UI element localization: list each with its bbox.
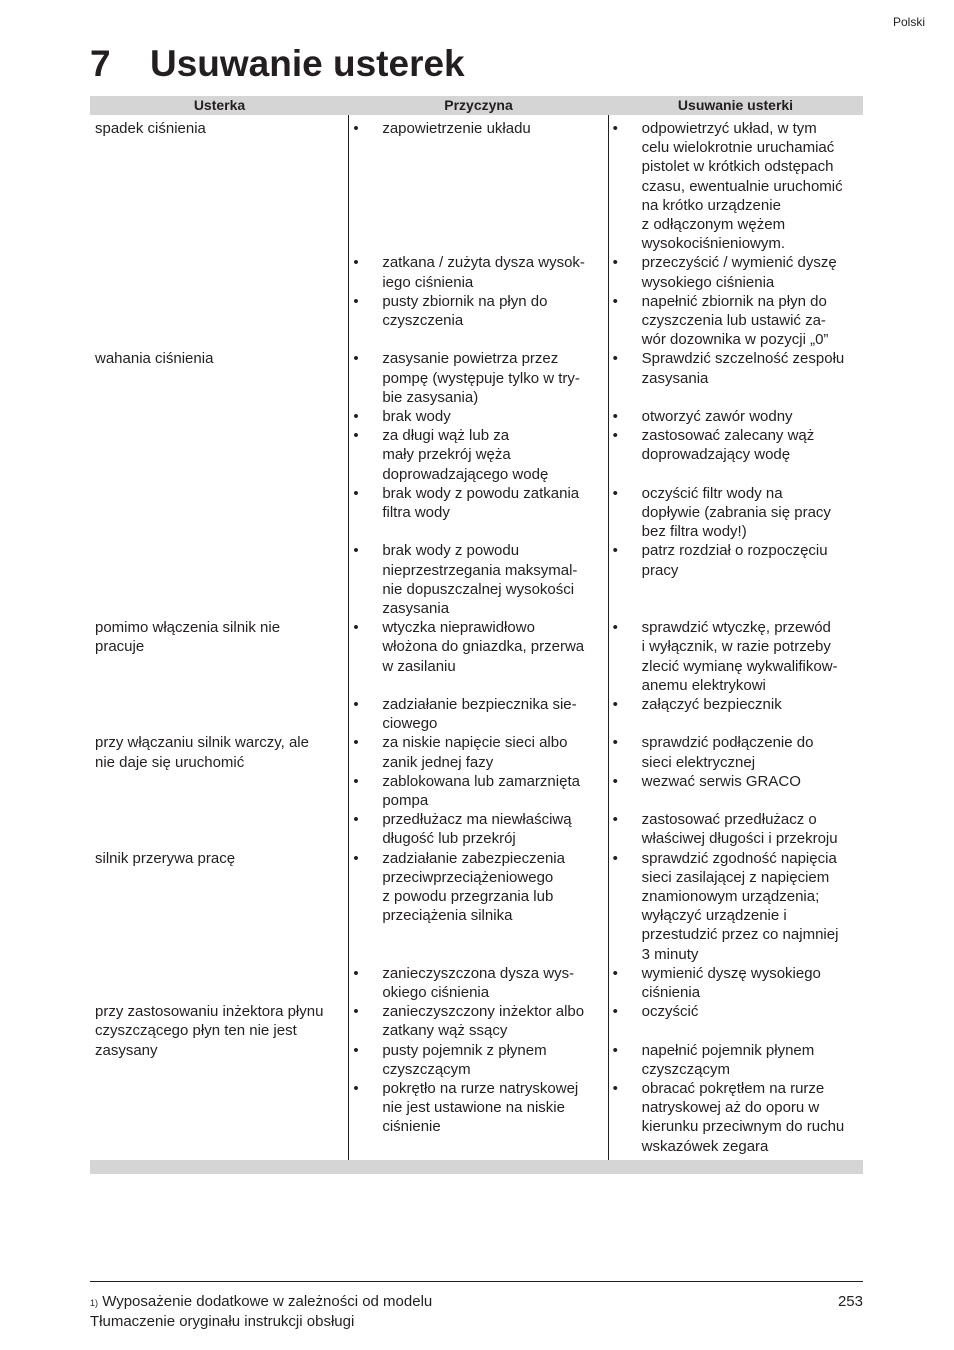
remedy-item: • przeczyścić / wymienić dyszę wysokiego ciśnienia [609,253,863,291]
fault-text: spadek ciśnienia [95,120,206,137]
remedy-item: • zastosować przedłużacz o właściwej długości i przekroju [609,810,863,848]
header-fault: Usterka [193,97,246,113]
cause-item: • pokrętło na rurze natryskowej nie jest ustawione na niskie ciśnienie [349,1079,607,1137]
footnote [90,1292,432,1312]
footer-notes [90,1292,432,1332]
cause-item: • zanieczyszczony inżektor albo zatkany wąż ssący [349,1002,607,1040]
footer-divider [90,1281,863,1282]
table-body [90,115,863,1160]
troubleshooting-table [90,96,863,1174]
cause-item: • zablokowana lub zamarznięta pompa [349,772,607,810]
section-number: 7 [90,43,111,84]
remedy-item: • zastosować zalecany wąż doprowadzający wodę [609,426,863,464]
footnote-mark: 1) [90,1298,99,1308]
fault-text: silnik przerywa pracę [95,849,236,867]
remedy-item: • obracać pokrętłem na rurze natryskowej aż do oporu w kierunku przeciwnym do ruchu wskazówek zegara [609,1079,863,1156]
fault-text: wahania ciśnienia [95,350,214,368]
table-header [90,96,863,115]
cause-item: • zanieczyszczona dysza wys- okiego ciśnienia [349,964,607,1002]
cause-item: • brak wody z powodu zatkania filtra wody [349,484,607,522]
cause-column [348,115,607,1160]
fault-text: pomimo włączenia silnik nie pracuje [95,619,281,656]
fault-column [90,115,348,1160]
cause-item: • wtyczka nieprawidłowo włożona do gniazdka, przerwa w zasilaniu [349,618,607,676]
remedy-item: • napełnić pojemnik płynem czyszczącym [609,1041,863,1079]
remedy-item: • sprawdzić zgodność napięcia sieci zasilającej z napięciem znamionowym urządzenia; wyłączyć urządzenie i przestudzić przez co najmniej 3 minuty [609,849,863,964]
language-label: Polski [892,15,925,29]
cause-item: • brak wody z powodu nieprzestrzegania maksymal- nie dopuszczalnej wysokości zasysania [349,541,607,618]
cause-item: • za niskie napięcie sieci albo zanik jednej fazy [349,733,607,771]
remedy-item: • załączyć bezpiecznik [609,695,863,714]
section-title: Usuwanie usterek [150,43,465,84]
cause-item: • zadziałanie bezpiecznika sie- ciowego [349,695,607,733]
header-cause: Przyczyna [444,97,513,113]
remedy-item: • otworzyć zawór wodny [609,407,863,426]
translation-note: Tłumaczenie oryginału instrukcji obsługi [90,1313,355,1330]
remedy-item: • oczyścić filtr wody na dopływie (zabrania się pracy bez filtra wody!) [609,484,863,542]
remedy-item: • napełnić zbiornik na płyn do czyszczenia lub ustawić za- wór dozownika w pozycji „0” [609,292,863,350]
remedy-column [608,115,863,1160]
cause-item: • przedłużacz ma niewłaściwą długość lub przekrój [349,810,607,848]
remedy-item: • odpowietrzyć układ, w tym celu wielokrotnie uruchamiać pistolet w krótkich odstępach czasu, ewentualnie uruchomić na krótko urządzenie z odłączonym wężem wysokociśnieniowym. [609,119,863,253]
fault-text: przy włączaniu silnik warczy, ale nie daje się uruchomić [95,734,309,771]
remedy-item: • Sprawdzić szczelność zespołu zasysania [609,349,863,387]
remedy-item: • wymienić dyszę wysokiego ciśnienia [609,964,863,1002]
cause-item: • zadziałanie zabezpieczenia przeciwprzeciążeniowego z powodu przegrzania lub przeciążenia silnika [349,849,607,926]
footnote-text: Wyposażenie dodatkowe w zależności od modelu [102,1293,433,1310]
header-remedy: Usuwanie usterki [677,97,794,113]
fault-text: przy zastosowaniu inżektora płynu czyszczącego płyn ten nie jest zasysany [95,1003,324,1059]
cause-item: • zapowietrzenie układu [349,119,607,138]
table-footer-bar [90,1160,863,1174]
remedy-item: • patrz rozdział o rozpoczęciu pracy [609,541,863,579]
cause-item: • zasysanie powietrza przez pompę (występuje tylko w try- bie zasysania) [349,349,607,407]
page-number: 253 [837,1293,863,1310]
remedy-item: • wezwać serwis GRACO [609,772,863,791]
cause-item: • za długi wąż lub za mały przekrój węża doprowadzającego wodę [349,426,607,484]
remedy-item: • oczyścić [609,1002,863,1021]
cause-item: • pusty pojemnik z płynem czyszczącym [349,1041,607,1079]
remedy-item: • sprawdzić wtyczkę, przewód i wyłącznik, w razie potrzeby zlecić wymianę wykwalifikow- anemu elektrykowi [609,618,863,695]
page-title [90,40,465,88]
cause-item: • brak wody [349,407,607,426]
cause-item: • pusty zbiornik na płyn do czyszczenia [349,292,607,330]
cause-item: • zatkana / zużyta dysza wysok- iego ciśnienia [349,253,607,291]
remedy-item: • sprawdzić podłączenie do sieci elektrycznej [609,733,863,771]
